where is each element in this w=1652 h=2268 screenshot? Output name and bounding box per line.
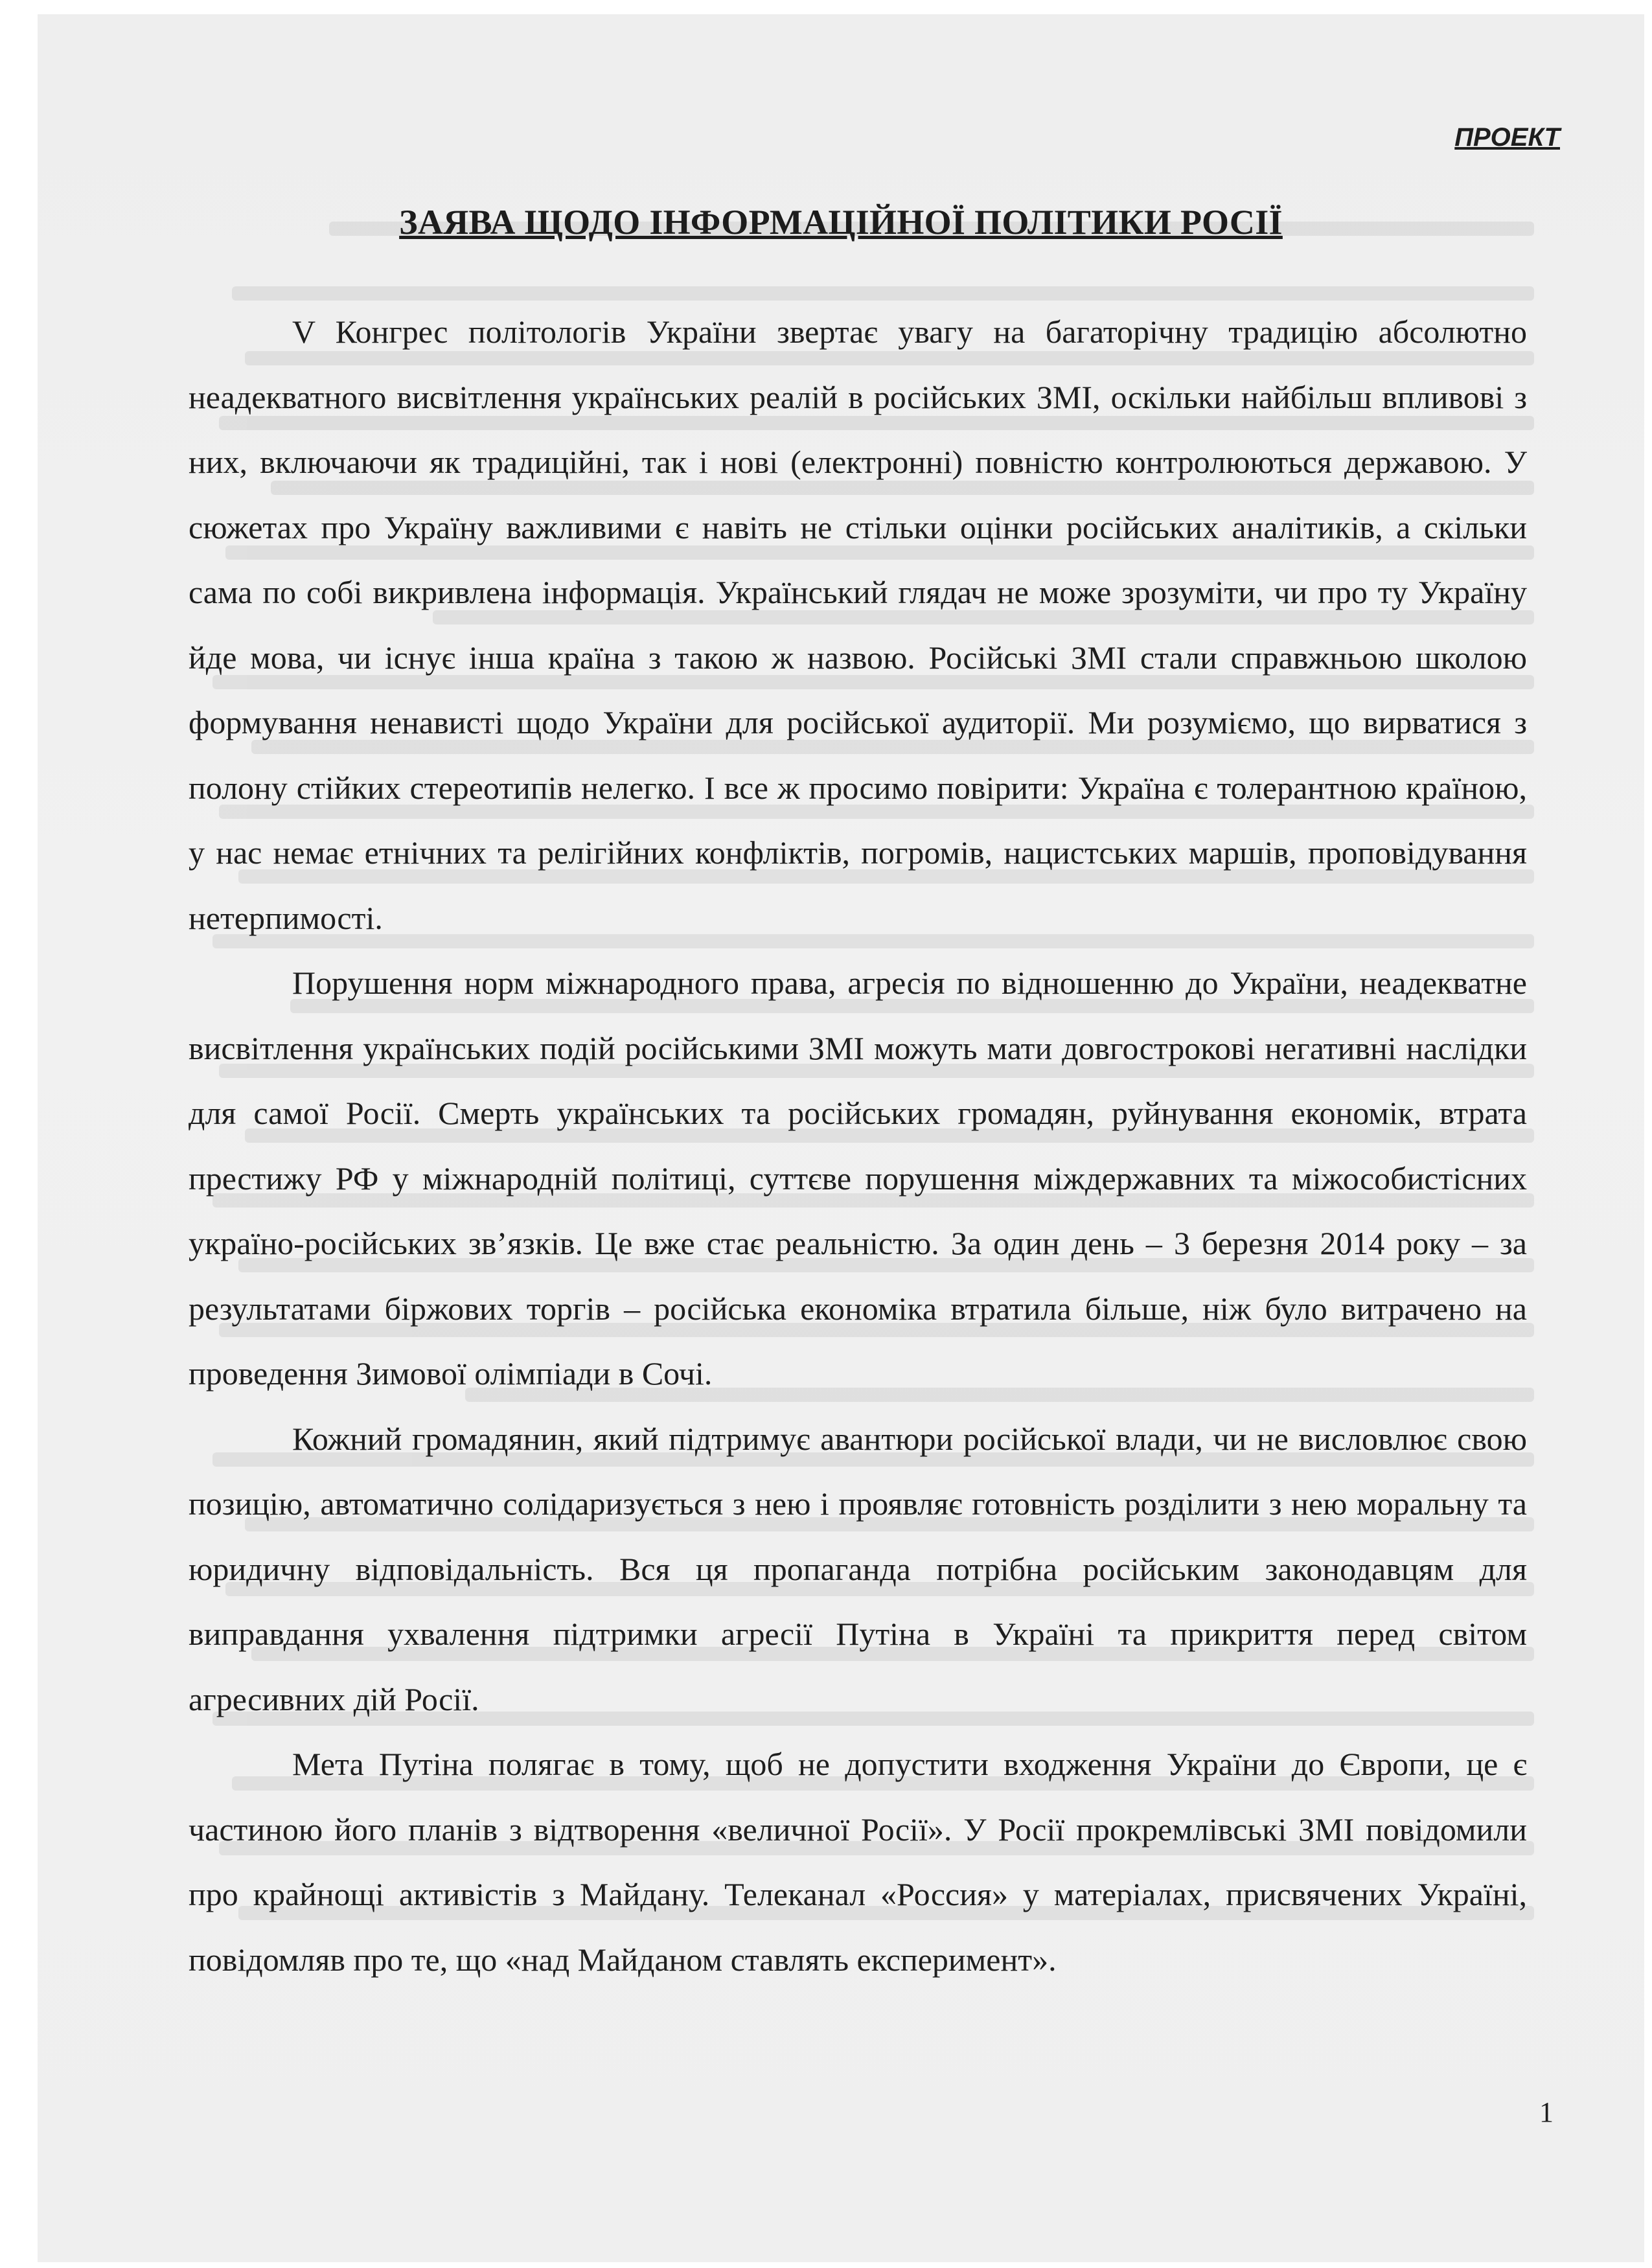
paragraph: Порушення норм міжнародного права, агресія по відношенню до України, неадекватне висвітлення українських подій російськими ЗМІ можуть мати довгострокові негативні наслідки для самої Росії. Смерть українських та російських громадян, руйнування економік, втрата престижу РФ у міжнародній політиці, суттєве порушення міждержавних та міжособистісних україно-російських зв’язків. Це вже стає реальністю. За один день – 3 березня 2014 року – за результатами біржових торгів – російська економіка втратила більше, ніж було витрачено на проведення Зимової олімпіади в Сочі. [189,965,1527,1392]
paragraph: V Конгрес політологів України звертає увагу на багаторічну традицію абсолютно неадекватного висвітлення українських реалій в російських ЗМІ, оскільки найбільш впливові з них, включаючи як традиційні, так і нові (електронні) повністю контролюються державою. У сюжетах про Україну важливими є навіть не стільки оцінки російських аналітиків, а скільки сама по собі викривлена інформація. Український глядач не може зрозуміти, чи про ту Україну йде мова, чи існує інша країна з такою ж назвою. Російські ЗМІ стали справжньою школою формування ненависті щодо України для російської аудиторії. Ми розуміємо, що вирватися з полону стійких стереотипів нелегко. І все ж просимо повірити: Україна є толерантною країною, у нас немає етнічних та релігійних конфліктів, погромів, нацистських маршів, проповідування нетерпимості. [189,314,1527,936]
page-number: 1 [1539,2096,1554,2128]
document-title: ЗАЯВА ЩОДО ІНФОРМАЦІЙНОЇ ПОЛІТИКИ РОСІЇ [399,203,1283,242]
document-body [189,299,1527,1992]
paragraph: Мета Путіна полягає в тому, щоб не допустити входження України до Європи, це є частиною його планів з відтворення «величної Росії». У Росії прокремлівські ЗМІ повідомили про крайнощі активістів з Майдану. Телеканал «Россия» у матеріалах, присвячених Україні, повідомляв про те, що «над Майданом ставлять експеримент». [189,1746,1527,1978]
paragraph: Кожний громадянин, який підтримує авантюри російської влади, чи не висловлює свою позицію, автоматично солідаризується з нею і проявляє готовність розділити з нею моральну та юридичну відповідальність. Вся ця пропаганда потрібна російським законодавцям для виправдання ухвалення підтримки агресії Путіна в Україні та прикриття перед світом агресивних дій Росії. [189,1420,1527,1717]
document-page [38,14,1644,2262]
project-label: ПРОЕКТ [1454,123,1560,152]
